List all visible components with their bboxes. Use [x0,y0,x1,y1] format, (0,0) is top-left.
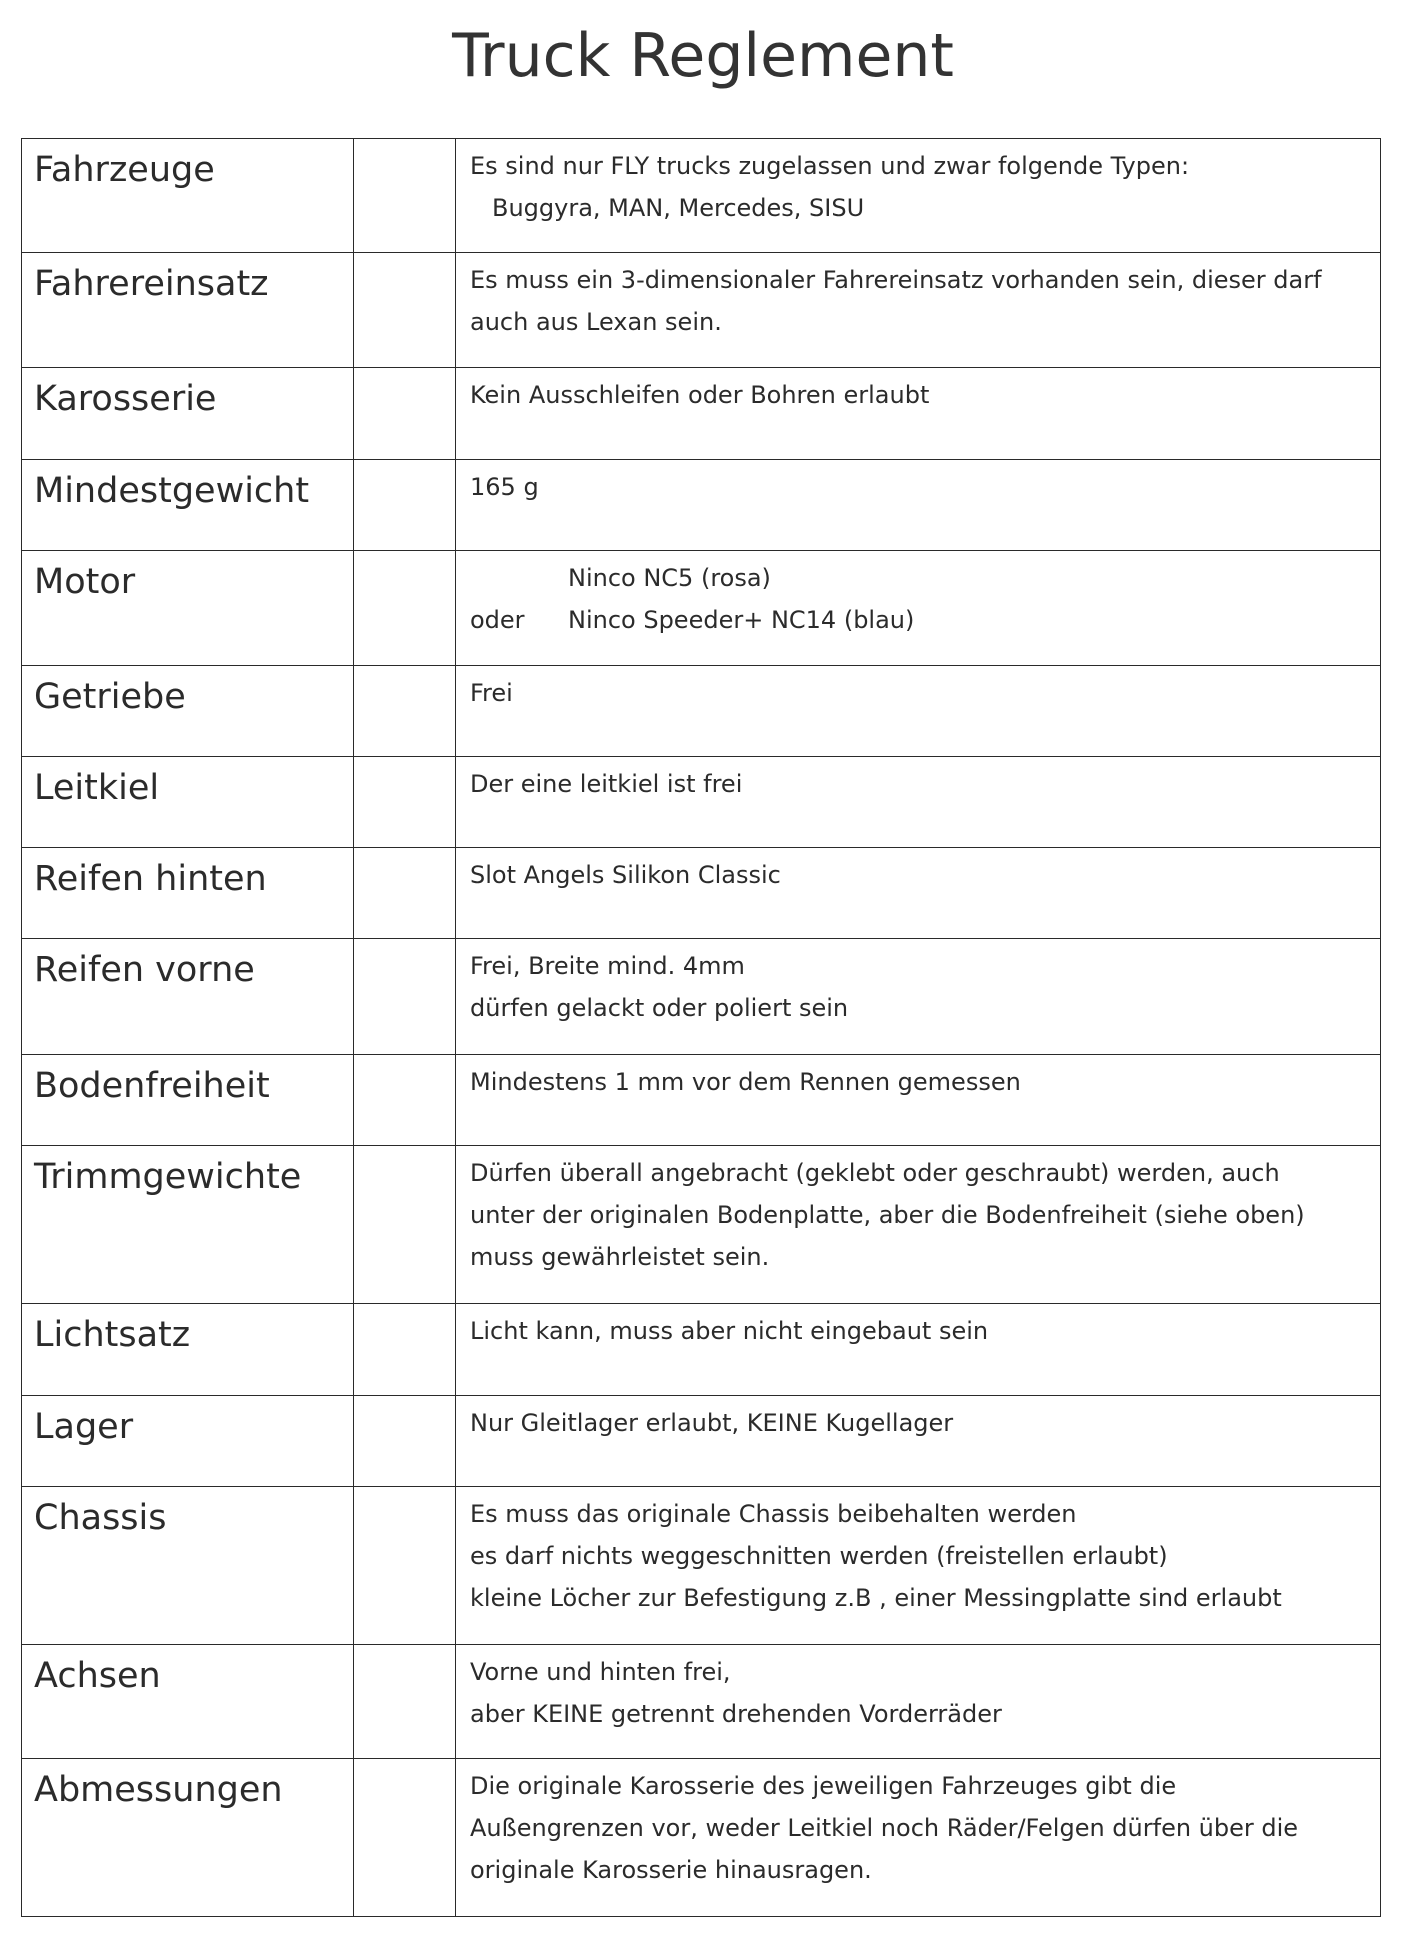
blank-cell [354,1146,456,1304]
blank-cell [354,1759,456,1917]
rule-row-fahrzeuge [22,139,1381,253]
rule-value [456,551,1380,641]
rule-label: Achsen [34,1656,161,1696]
rules-table [21,138,1381,1917]
rule-line: unter der originalen Bodenplatte, aber die Bodenfreiheit (siehe oben) [470,1201,1305,1229]
rule-line: Licht kann, muss aber nicht eingebaut sein [470,1317,989,1345]
blank-cell [354,666,456,757]
rule-line: Frei, Breite mind. 4mm [470,952,745,980]
rule-line: Dürfen überall angebracht (geklebt oder geschraubt) werden, auch [470,1159,1280,1187]
rule-line: Slot Angels Silikon Classic [470,861,781,889]
blank-cell [354,139,456,253]
rule-line: Außengrenzen vor, weder Leitkiel noch Räder/Felgen dürfen über die [470,1814,1299,1842]
rule-value [456,253,1380,343]
blank-cell [354,551,456,666]
rule-label: Fahrereinsatz [34,264,269,304]
rule-label: Lichtsatz [34,1315,191,1355]
rule-row-chassis [22,1487,1381,1645]
rule-line: Buggyra, MAN, Mercedes, SISU [492,194,865,222]
rule-value [456,139,1380,229]
rule-line: Es sind nur FLY trucks zugelassen und zwar folgende Typen: [470,152,1190,180]
blank-cell [354,939,456,1055]
rule-line: Frei [470,679,513,707]
rule-label: Fahrzeuge [34,150,215,190]
rule-label: Bodenfreiheit [34,1066,270,1106]
rule-value [456,1304,1380,1352]
rule-label: Getriebe [34,677,186,717]
blank-cell [354,1645,456,1759]
rule-row-getriebe [22,666,1381,757]
rule-label: Chassis [34,1498,167,1538]
rule-row-bodenfreiheit [22,1055,1381,1146]
rule-line: aber KEINE getrennt drehenden Vorderräder [470,1700,1002,1728]
blank-cell [354,1304,456,1396]
rule-line: Kein Ausschleifen oder Bohren erlaubt [470,381,930,409]
motor-or-label: oder [470,606,525,634]
rule-row-trimmgewichte [22,1146,1381,1304]
blank-cell [354,848,456,939]
rule-value [456,460,1380,508]
rule-row-fahrereinsatz [22,253,1381,368]
rule-value [456,1759,1380,1891]
rule-line: muss gewährleistet sein. [470,1243,770,1271]
blank-cell [354,253,456,368]
rule-line: Nur Gleitlager erlaubt, KEINE Kugellager [470,1409,954,1437]
blank-cell [354,368,456,460]
rule-line: dürfen gelackt oder poliert sein [470,994,849,1022]
rule-row-reifen-hinten [22,848,1381,939]
rule-row-leitkiel [22,757,1381,848]
rule-line: Es muss das originale Chassis beibehalten werden [470,1500,1077,1528]
rule-line: Es muss ein 3-dimensionaler Fahrereinsatz vorhanden sein, dieser darf [470,266,1322,294]
rule-value [456,1055,1380,1103]
rule-label: Reifen hinten [34,859,267,899]
blank-cell [354,1487,456,1645]
rule-line: Vorne und hinten frei, [470,1658,731,1686]
rule-label: Karosserie [34,379,217,419]
rule-value [456,757,1380,805]
rule-label: Mindestgewicht [34,471,310,511]
rule-line: Die originale Karosserie des jeweiligen Fahrzeuges gibt die [470,1772,1177,1800]
rule-line: kleine Löcher zur Befestigung z.B , einer Messingplatte sind erlaubt [470,1584,1282,1612]
rule-row-achsen [22,1645,1381,1759]
rule-label: Leitkiel [34,768,160,808]
blank-cell [354,757,456,848]
rule-line: auch aus Lexan sein. [470,308,722,336]
rule-value [456,848,1380,896]
rule-value [456,368,1380,416]
rule-line: Ninco Speeder+ NC14 (blau) [568,606,915,634]
rule-value [456,1487,1380,1619]
rule-row-mindestgewicht [22,460,1381,551]
blank-cell [354,1055,456,1146]
rule-value [456,1645,1380,1735]
rule-row-motor [22,551,1381,666]
rule-line: 165 g [470,473,539,501]
rule-line: Mindestens 1 mm vor dem Rennen gemessen [470,1068,1021,1096]
rule-line: originale Karosserie hinausragen. [470,1856,872,1884]
rule-value [456,939,1380,1029]
rule-row-lichtsatz [22,1304,1381,1396]
rule-label: Abmessungen [34,1770,283,1810]
rule-value [456,666,1380,714]
rule-row-abmessungen [22,1759,1381,1917]
blank-cell [354,460,456,551]
rule-label: Motor [34,562,136,602]
rule-label: Lager [34,1407,134,1447]
rule-row-reifen-vorne [22,939,1381,1055]
rule-row-lager [22,1396,1381,1487]
rule-value [456,1146,1380,1278]
rule-label: Reifen vorne [34,950,255,990]
rule-line: Ninco NC5 (rosa) [568,564,771,592]
rule-line: Der eine leitkiel ist frei [470,770,743,798]
rule-value [456,1396,1380,1444]
rule-label: Trimmgewichte [34,1157,302,1197]
rule-line: es darf nichts weggeschnitten werden (freistellen erlaubt) [470,1542,1168,1570]
blank-cell [354,1396,456,1487]
page-title: Truck Reglement [452,21,954,91]
rule-row-karosserie [22,368,1381,460]
